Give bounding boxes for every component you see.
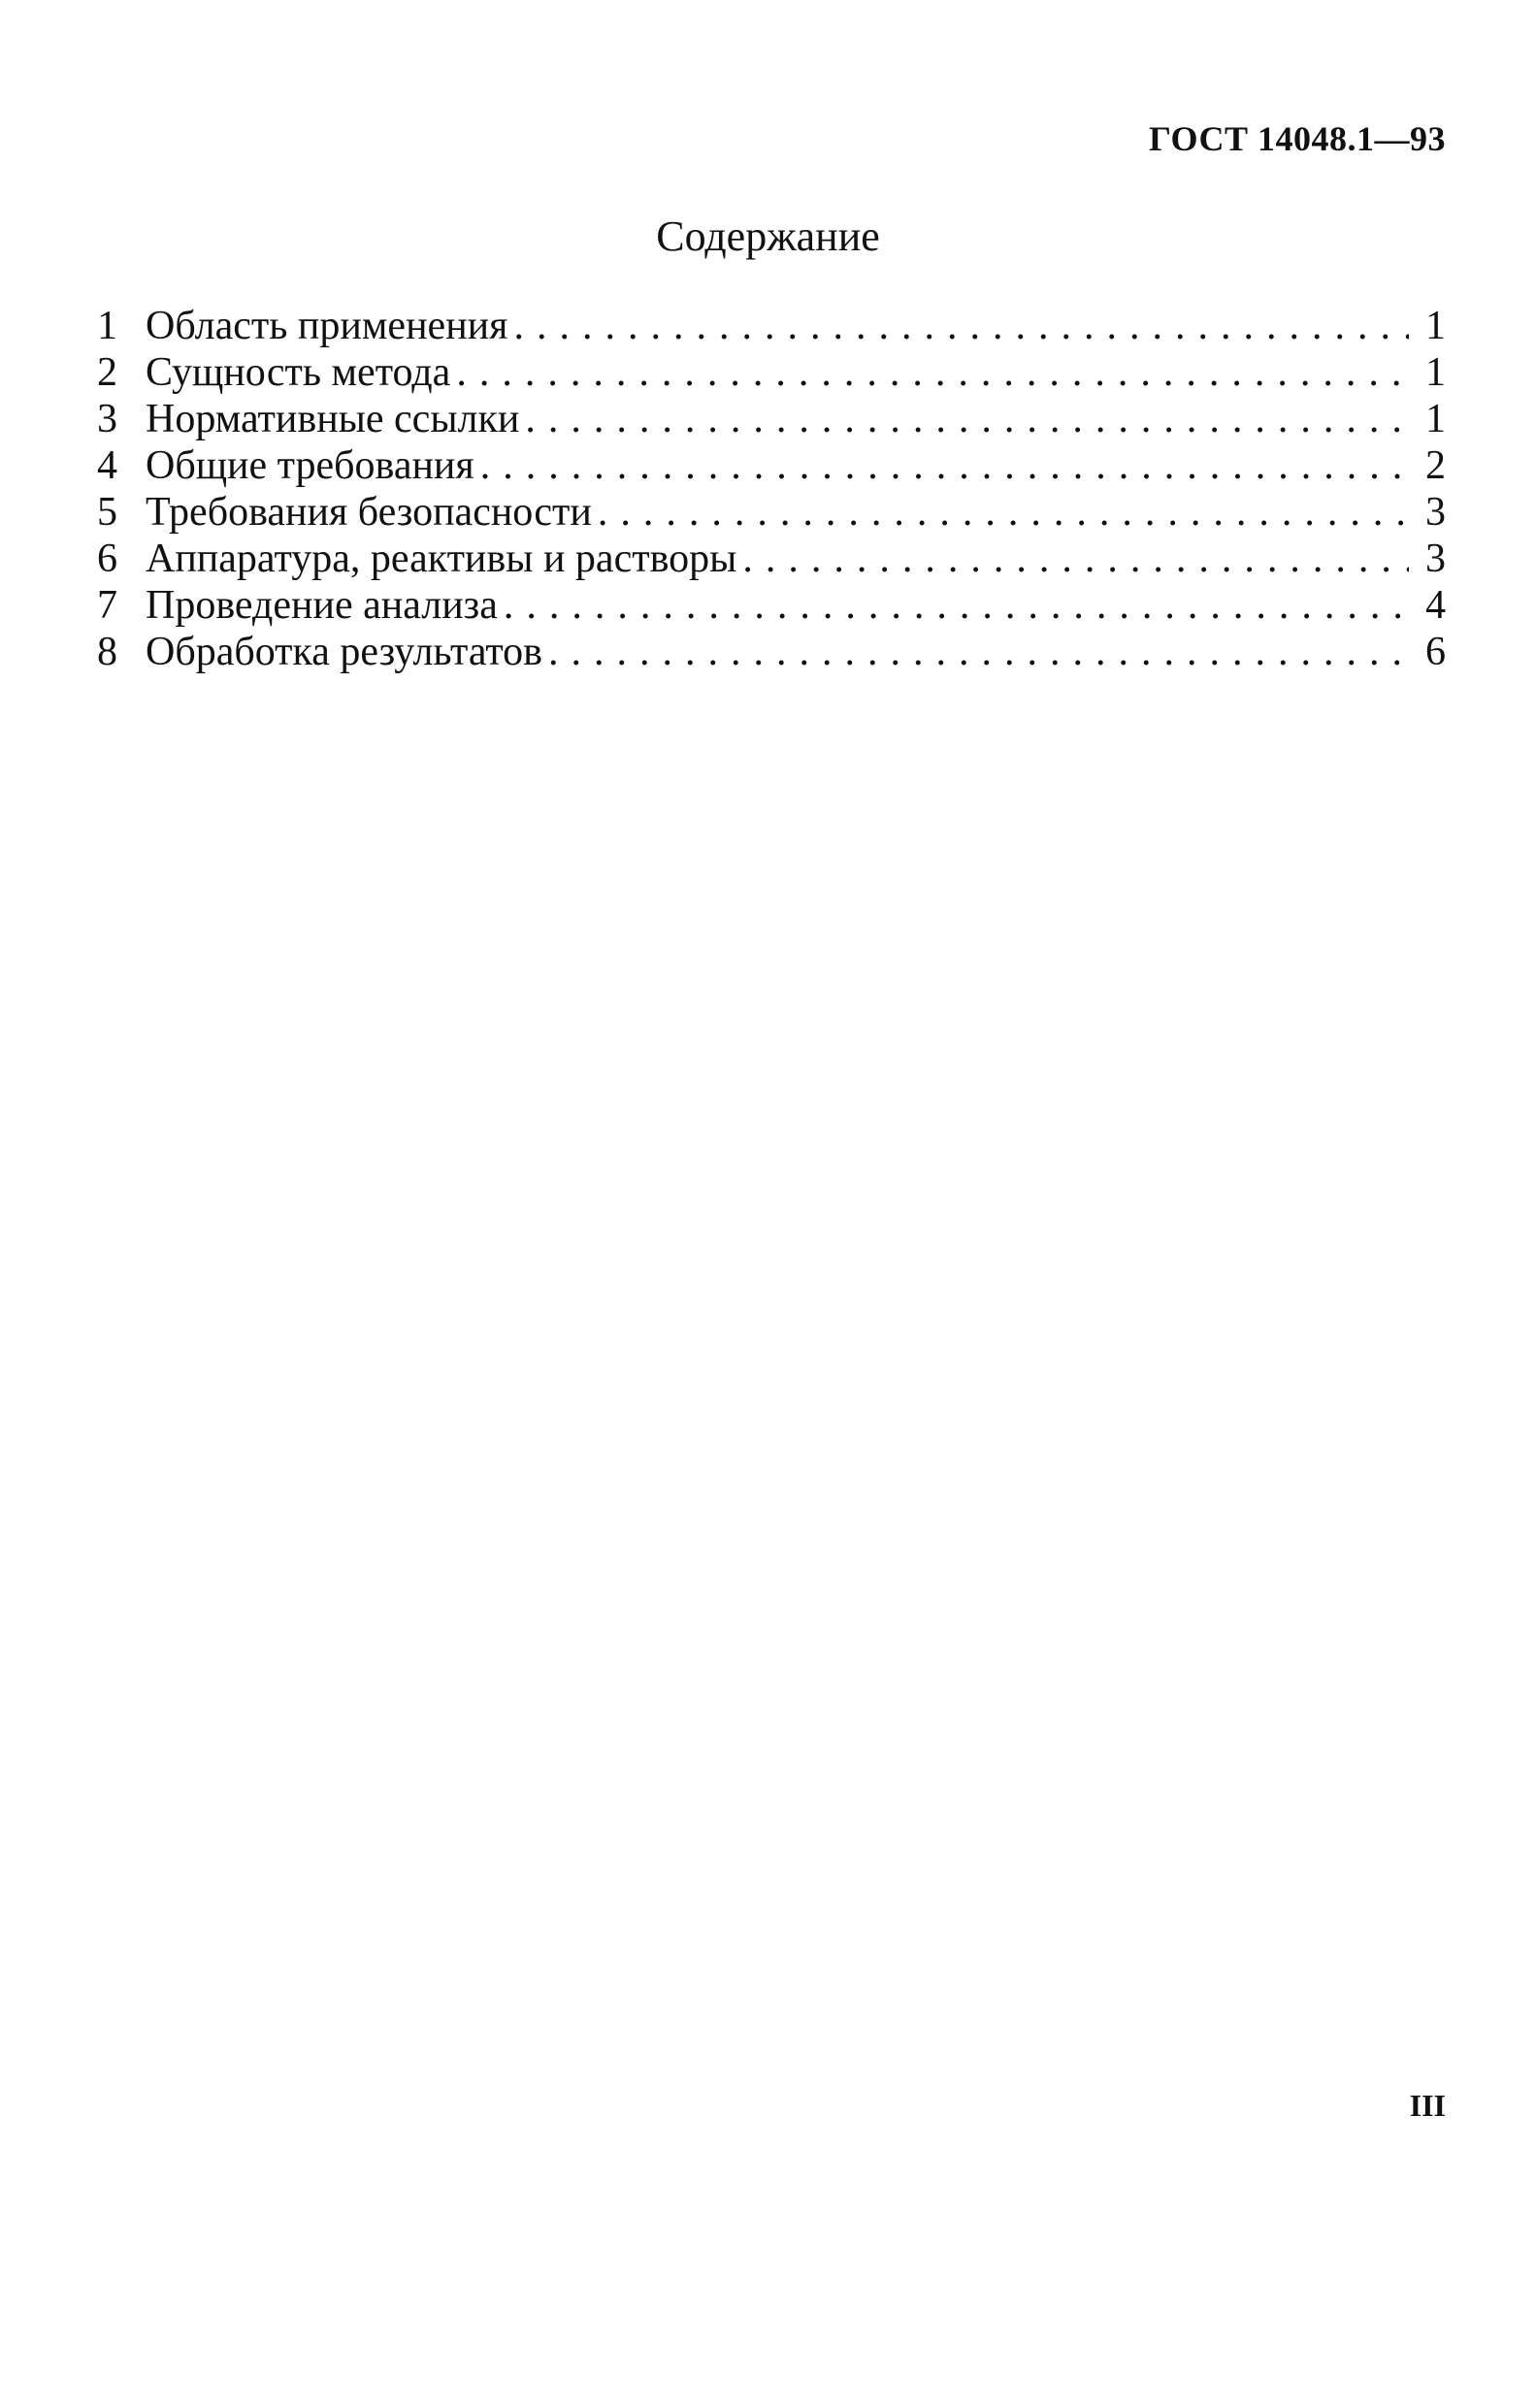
table-of-contents <box>97 303 1446 675</box>
toc-item-number: 7 <box>97 583 117 628</box>
toc-item-label: Область применения <box>146 304 508 348</box>
toc-item-number: 1 <box>97 304 117 348</box>
toc-item-general-requirements[interactable] <box>97 442 1446 489</box>
toc-item-page: 2 <box>1425 443 1446 488</box>
toc-item-number: 5 <box>97 490 117 535</box>
toc-item-normative-references[interactable] <box>97 396 1446 442</box>
toc-item-results-processing[interactable] <box>97 629 1446 675</box>
toc-leader-dots <box>513 303 1409 349</box>
standard-code: ГОСТ 14048.1—93 <box>1149 119 1446 158</box>
toc-item-number: 2 <box>97 350 117 395</box>
toc-leader-dots <box>548 629 1409 675</box>
toc-item-analysis-procedure[interactable] <box>97 582 1446 629</box>
toc-item-number: 4 <box>97 443 117 488</box>
toc-item-number: 8 <box>97 630 117 674</box>
toc-item-label: Общие требования <box>146 443 474 488</box>
toc-item-label: Сущность метода <box>146 350 451 395</box>
toc-leader-dots <box>456 349 1409 396</box>
toc-item-page: 6 <box>1425 630 1446 674</box>
toc-leader-dots <box>480 442 1409 489</box>
toc-item-method-essence[interactable] <box>97 349 1446 396</box>
toc-item-page: 1 <box>1425 304 1446 348</box>
toc-leader-dots <box>598 489 1409 536</box>
toc-item-scope[interactable] <box>97 303 1446 349</box>
toc-item-label: Нормативные ссылки <box>146 397 520 441</box>
toc-item-label: Обработка результатов <box>146 630 543 674</box>
toc-leader-dots <box>504 582 1409 629</box>
toc-item-page: 3 <box>1425 537 1446 581</box>
toc-item-apparatus-reagents[interactable] <box>97 536 1446 582</box>
toc-leader-dots <box>525 396 1409 442</box>
toc-item-number: 3 <box>97 397 117 441</box>
toc-title: Содержание <box>656 212 880 260</box>
toc-item-label: Требования безопасности <box>146 490 592 535</box>
toc-item-page: 3 <box>1425 490 1446 535</box>
toc-item-page: 4 <box>1425 583 1446 628</box>
toc-leader-dots <box>742 536 1409 582</box>
toc-item-number: 6 <box>97 537 117 581</box>
toc-item-page: 1 <box>1425 397 1446 441</box>
page-number: III <box>1409 2088 1446 2123</box>
toc-item-page: 1 <box>1425 350 1446 395</box>
toc-item-label: Аппаратура, реактивы и растворы <box>146 537 737 581</box>
toc-item-label: Проведение анализа <box>146 583 498 628</box>
toc-item-safety-requirements[interactable] <box>97 489 1446 536</box>
